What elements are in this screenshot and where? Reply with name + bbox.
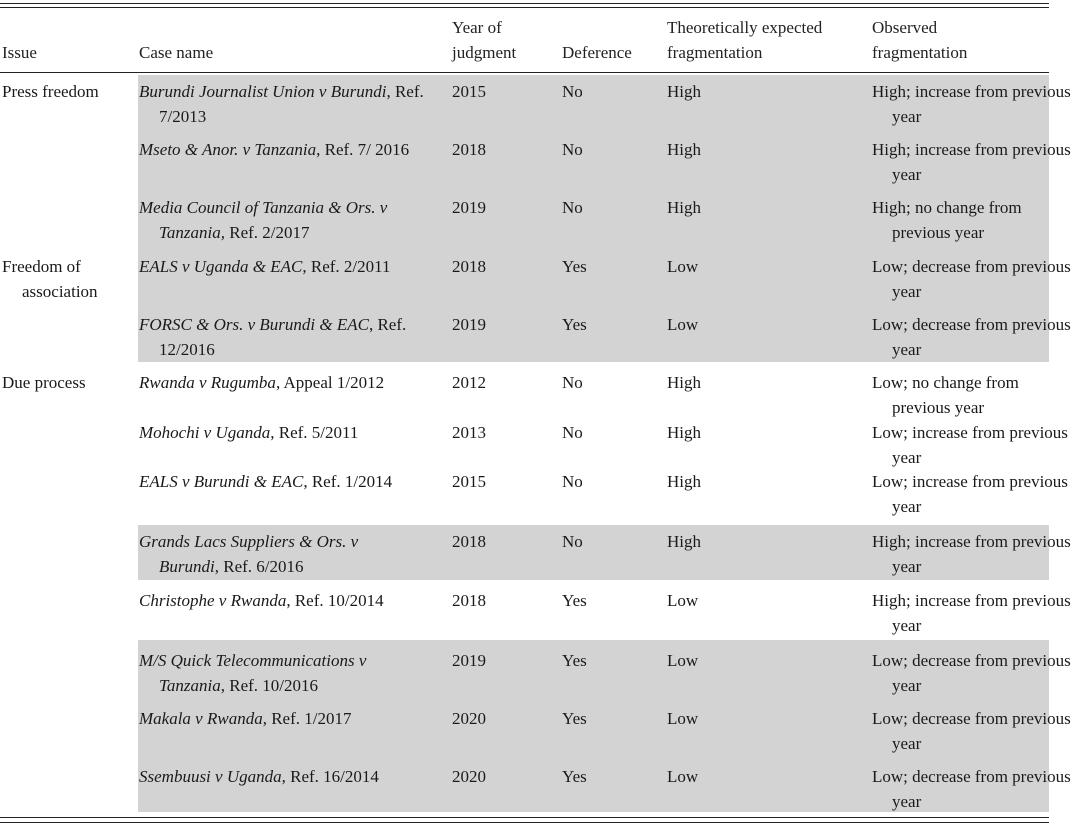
deference-cell: No [562, 532, 583, 551]
case-name-italic: EALS v Uganda & EAC [139, 257, 303, 276]
observed-fragmentation-cell: Low; decrease from previous year [872, 767, 1071, 811]
case-name-italic: M/S Quick Telecommunications v Tanzania [139, 651, 367, 695]
year-cell: 2020 [452, 709, 486, 728]
year-cell: 2018 [452, 591, 486, 610]
observed-fragmentation-cell: Low; decrease from previous year [872, 315, 1071, 359]
deference-cell: Yes [562, 651, 587, 670]
header-observed-line1: Observed [872, 18, 938, 37]
header-rule [0, 72, 1049, 73]
case-reference: , Ref. 10/2016 [220, 676, 319, 695]
case-name-cell [139, 370, 459, 395]
case-name-cell [139, 764, 459, 789]
case-name-italic: Rwanda v Rugumba [139, 373, 276, 392]
year-cell: 2020 [452, 767, 486, 786]
bottom-rule-2 [0, 822, 1049, 823]
case-name-cell [139, 137, 434, 162]
case-name-cell [139, 420, 459, 445]
case-name-italic: EALS v Burundi & EAC [139, 472, 304, 491]
observed-fragmentation-cell: High; increase from previous year [872, 140, 1071, 184]
issue-press-freedom: Press freedom [2, 82, 99, 101]
case-name-cell [139, 648, 434, 698]
case-reference: Ref. 2/2017 [224, 223, 310, 242]
deference-cell: Yes [562, 767, 587, 786]
expected-fragmentation-cell: High [667, 82, 701, 101]
case-name-italic: Grands Lacs Suppliers & Ors. v Burundi [139, 532, 359, 576]
case-name-cell [139, 588, 459, 613]
observed-fragmentation-cell: High; increase from previous year [872, 591, 1071, 635]
bottom-rule-1 [0, 817, 1049, 818]
deference-cell: No [562, 82, 583, 101]
observed-fragmentation-cell: High; no change from previous year [872, 198, 1022, 242]
case-name-cell [139, 195, 454, 245]
case-name-italic: Mseto & Anor. v Tanzania [139, 140, 317, 159]
case-name-italic: Christophe v Rwanda [139, 591, 287, 610]
case-reference: , Ref. 5/2011 [270, 423, 359, 442]
case-name-cell [139, 312, 439, 362]
deference-cell: No [562, 140, 583, 159]
expected-fragmentation-cell: High [667, 532, 701, 551]
observed-fragmentation-cell: Low; increase from previous year [872, 472, 1068, 516]
header-issue: Issue [2, 43, 37, 62]
case-reference: , Ref. 7/2013 [159, 82, 424, 126]
deference-cell: Yes [562, 709, 587, 728]
expected-fragmentation-cell: Low [667, 257, 699, 276]
deference-cell: No [562, 472, 583, 491]
header-expected-line1: Theoretically expected [667, 18, 823, 37]
case-name-italic: Media Council of Tanzania & Ors. v Tanzania, [139, 198, 388, 242]
year-cell: 2018 [452, 140, 486, 159]
issue-freedom-of-association-line1: Freedom of [2, 257, 81, 276]
header-case-name: Case name [139, 43, 214, 62]
case-name-italic: Ssembuusi v Uganda [139, 767, 282, 786]
case-reference: , Ref. 6/2016 [214, 557, 304, 576]
case-reference: , Ref. 7/ 2016 [316, 140, 410, 159]
observed-fragmentation-cell: High; increase from previous year [872, 532, 1071, 576]
issue-freedom-of-association-line2: association [22, 282, 98, 301]
year-cell: 2018 [452, 257, 486, 276]
deference-cell: No [562, 198, 583, 217]
case-name-cell [139, 469, 459, 494]
top-rule-2 [0, 7, 1049, 8]
case-name-cell [139, 706, 459, 731]
expected-fragmentation-cell: Low [667, 591, 699, 610]
header-expected-line2: fragmentation [667, 43, 763, 62]
case-name-italic: Mohochi v Uganda [139, 423, 271, 442]
year-cell: 2019 [452, 315, 486, 334]
year-cell: 2015 [452, 472, 486, 491]
case-reference: , Ref. 1/2017 [262, 709, 352, 728]
expected-fragmentation-cell: High [667, 140, 701, 159]
deference-cell: Yes [562, 315, 587, 334]
issue-due-process: Due process [2, 373, 86, 392]
case-reference: , Appeal 1/2012 [275, 373, 385, 392]
header-year-line2: judgment [452, 43, 517, 62]
case-reference: , Ref. 1/2014 [303, 472, 393, 491]
year-cell: 2019 [452, 651, 486, 670]
header-observed-line2: fragmentation [872, 43, 968, 62]
expected-fragmentation-cell: Low [667, 709, 699, 728]
expected-fragmentation-cell: High [667, 373, 701, 392]
observed-fragmentation-cell: Low; increase from previous year [872, 423, 1068, 467]
deference-cell: Yes [562, 591, 587, 610]
year-cell: 2015 [452, 82, 486, 101]
case-reference: , Ref. 12/2016 [159, 315, 407, 359]
observed-fragmentation-cell: Low; decrease from previous year [872, 709, 1071, 753]
year-cell: 2019 [452, 198, 486, 217]
case-name-italic: FORSC & Ors. v Burundi & EAC [139, 315, 369, 334]
year-cell: 2018 [452, 532, 486, 551]
case-name-cell [139, 79, 454, 129]
expected-fragmentation-cell: Low [667, 767, 699, 786]
deference-cell: No [562, 423, 583, 442]
observed-fragmentation-cell: Low; decrease from previous year [872, 651, 1071, 695]
year-cell: 2012 [452, 373, 486, 392]
expected-fragmentation-cell: Low [667, 315, 699, 334]
deference-cell: Yes [562, 257, 587, 276]
deference-cell: No [562, 373, 583, 392]
case-reference: , Ref. 10/2014 [286, 591, 384, 610]
case-reference: , Ref. 16/2014 [281, 767, 379, 786]
case-reference: , Ref. 2/2011 [302, 257, 391, 276]
case-name-italic: Burundi Journalist Union v Burundi [139, 82, 387, 101]
top-rule-1 [0, 3, 1049, 4]
case-name-cell [139, 529, 419, 579]
expected-fragmentation-cell: High [667, 198, 701, 217]
header-year-line1: Year of [452, 18, 502, 37]
case-name-italic: Makala v Rwanda [139, 709, 263, 728]
expected-fragmentation-cell: Low [667, 651, 699, 670]
case-name-cell [139, 254, 459, 279]
header-deference: Deference [562, 43, 632, 62]
expected-fragmentation-cell: High [667, 423, 701, 442]
year-cell: 2013 [452, 423, 486, 442]
observed-fragmentation-cell: High; increase from previous year [872, 82, 1071, 126]
observed-fragmentation-cell: Low; decrease from previous year [872, 257, 1071, 301]
expected-fragmentation-cell: High [667, 472, 701, 491]
observed-fragmentation-cell: Low; no change from previous year [872, 373, 1019, 417]
